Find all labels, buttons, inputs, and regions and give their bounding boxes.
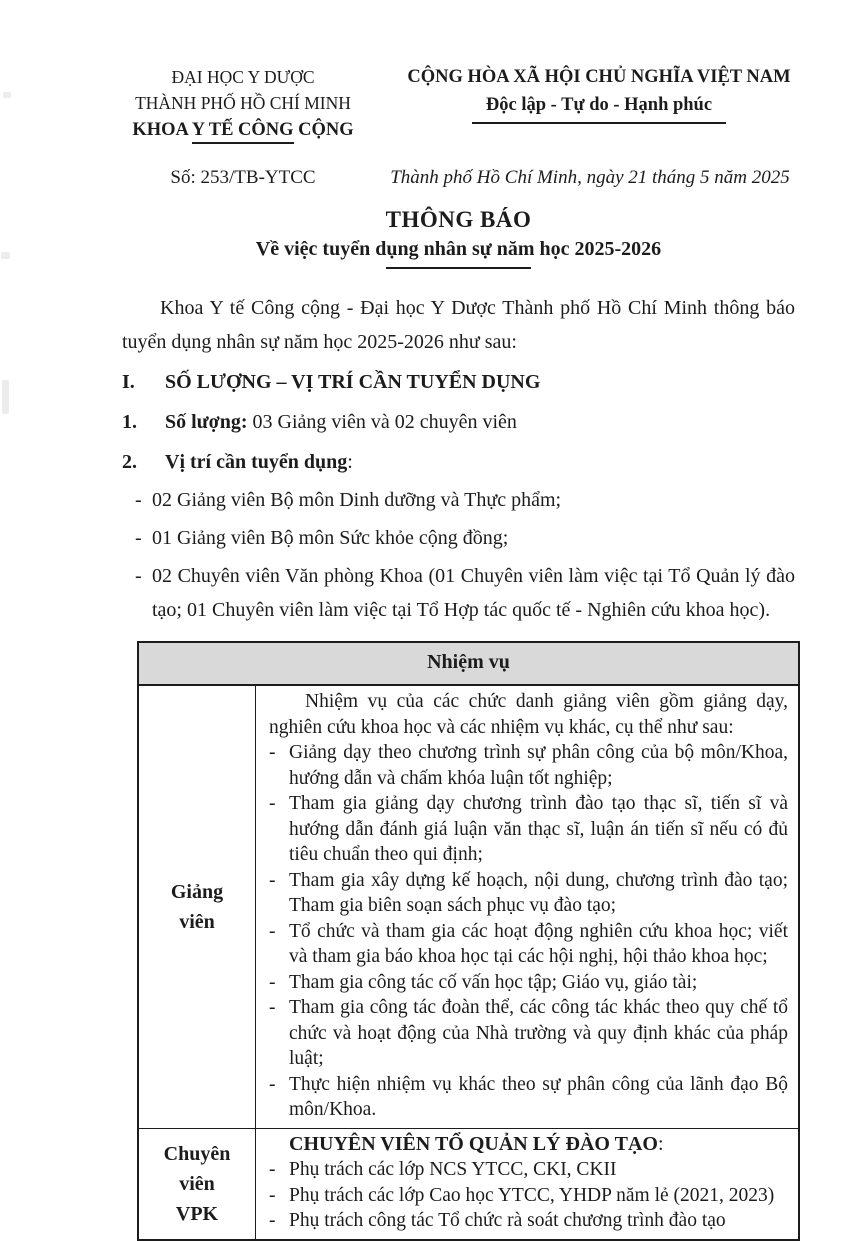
item-1-number: 1. [122, 411, 137, 433]
item-1-text [165, 405, 517, 439]
lecturer-duty-7 [269, 1072, 788, 1123]
specialist-duty-2 [269, 1183, 788, 1209]
item-2-label: Vị trí cần tuyển dụng [165, 451, 348, 473]
motto-text: Độc lập - Tự do - Hạnh phúc [472, 92, 726, 124]
duties-cell-specialist [256, 1129, 798, 1239]
subtitle-underline [386, 267, 531, 269]
item-2-text [165, 445, 353, 479]
bullet-marker: - [269, 971, 276, 993]
lecturer-duty-5-text: Tham gia công tác cố vấn học tập; Giáo vụ, giáo tài; [289, 971, 698, 993]
scan-artifact [2, 380, 9, 414]
document-subtitle: Về việc tuyển dụng nhân sự năm học 2025-2026 [255, 238, 662, 260]
org-name-line1: ĐẠI HỌC Y DƯỢC [171, 67, 315, 87]
specialist-duty-3 [269, 1208, 788, 1234]
specialist-duty-1 [269, 1157, 788, 1183]
position-bullet-1-text: 02 Giảng viên Bộ môn Dinh dưỡng và Thực phẩm; [152, 489, 562, 511]
specialist-subheading-text: CHUYÊN VIÊN TỔ QUẢN LÝ ĐÀO TẠO [289, 1132, 658, 1155]
bullet-marker: - [269, 1210, 276, 1231]
table-row-specialist [139, 1128, 798, 1239]
numbered-item-2 [122, 445, 795, 479]
scan-artifact [3, 92, 11, 98]
numbered-item-1 [122, 405, 795, 439]
khoa-underlined-text: Y TẾ CÔNG [192, 120, 294, 144]
role-line: viên [179, 1172, 215, 1195]
role-line: Giảng [170, 880, 224, 903]
issuing-org-block [122, 64, 364, 143]
position-bullet-2-text: 01 Giảng viên Bộ môn Sức khỏe cộng đồng; [152, 527, 509, 549]
lecturer-duty-3 [269, 868, 788, 919]
lecturer-duty-6-text: Tham gia công tác đoàn thể, các công tác khác theo quy chế tổ chức và hoạt động của Nhà trường và quy định khác của pháp luật; [289, 997, 788, 1069]
intro-paragraph: Khoa Y tế Công cộng - Đại học Y Dược Thành phố Hồ Chí Minh thông báo tuyển dụng nhân sự năm học 2025-2026 như sau: [122, 297, 795, 353]
lecturer-duty-3-text: Tham gia xây dựng kế hoạch, nội dung, chương trình đào tạo; Tham gia biên soạn sách phục vụ đào tạo; [289, 869, 788, 916]
document-number: Số: 253/TB-YTCC [170, 167, 316, 188]
bullet-marker: - [269, 793, 276, 814]
position-bullet-2 [122, 521, 795, 555]
motto-line [403, 92, 795, 124]
lecturer-duty-5 [269, 970, 788, 996]
khoa-suffix: CỘNG [293, 120, 354, 140]
role-cell-specialist [139, 1129, 256, 1239]
bullet-marker: - [269, 997, 276, 1018]
section-1-number: I. [122, 371, 135, 393]
lecturer-duty-4 [269, 919, 788, 970]
document-title: THÔNG BÁO [385, 207, 532, 232]
section-1-heading [122, 365, 795, 399]
lecturer-duty-2-text: Tham gia giảng dạy chương trình đào tạo thạc sĩ, tiến sĩ và hướng dẫn đánh giá luận văn thạc sĩ, luận án tiến sĩ nếu có đủ tiêu chuẩn theo qui định; [289, 793, 788, 865]
item-1-value: 03 Giảng viên và 02 chuyên viên [247, 411, 517, 433]
section-1-heading-text: SỐ LƯỢNG – VỊ TRÍ CẦN TUYỂN DỤNG [165, 371, 541, 393]
role-line: Chuyên [163, 1142, 231, 1165]
table-row-lecturer [139, 686, 798, 1128]
national-header-block [403, 64, 795, 143]
bullet-marker: - [269, 869, 276, 891]
bullet-marker: - [269, 920, 276, 942]
docnum-date-row [122, 167, 795, 189]
duties-table [137, 641, 800, 1241]
position-bullet-3 [122, 559, 795, 627]
item-2-colon: : [347, 451, 353, 473]
lecturer-duty-1-text: Giảng dạy theo chương trình sự phân công của bộ môn/Khoa, hướng dẫn và chấm khóa luận tốt nghiệp; [289, 742, 788, 789]
role-line: viên [179, 910, 215, 933]
duties-cell-lecturer [256, 686, 798, 1128]
specialist-duty-3-text: Phụ trách công tác Tổ chức rà soát chương trình đào tạo [289, 1210, 726, 1231]
lecturer-duty-4-text: Tổ chức và tham gia các hoạt động nghiên cứu khoa học; viết và tham gia báo khoa học tại các hội nghị, hội thảo khoa học; [289, 920, 788, 967]
specialist-duties-subheading [269, 1132, 788, 1158]
duties-table-header: Nhiệm vụ [139, 643, 798, 686]
item-2-number: 2. [122, 451, 137, 473]
lecturer-duties-intro: Nhiệm vụ của các chức danh giảng viên gồm giảng dạy, nghiên cứu khoa học và các nhiệm vụ khác, cụ thể như sau: [269, 691, 788, 738]
bullet-marker: - [135, 527, 142, 549]
bullet-marker: - [269, 1184, 276, 1206]
bullet-marker: - [135, 489, 142, 511]
place-and-date: Thành phố Hồ Chí Minh, ngày 21 tháng 5 năm 2025 [390, 167, 790, 188]
khoa-prefix: KHOA [132, 120, 192, 140]
position-bullet-3-text: 02 Chuyên viên Văn phòng Khoa (01 Chuyên viên làm việc tại Tổ Quản lý đào tạo; 01 Chuyên viên làm việc tại Tổ Hợp tác quốc tế - Nghiên cứu khoa học). [152, 565, 795, 621]
document-header [122, 64, 795, 143]
position-bullet-1 [122, 483, 795, 517]
item-1-label: Số lượng: [165, 411, 248, 433]
role-cell-lecturer [139, 686, 256, 1128]
bullet-marker: - [269, 1159, 276, 1180]
org-name-line2: THÀNH PHỐ HỒ CHÍ MINH [135, 93, 351, 113]
bullet-marker: - [269, 742, 276, 763]
lecturer-duty-2 [269, 791, 788, 868]
org-name-line3 [122, 117, 364, 143]
bullet-marker: - [269, 1073, 276, 1095]
lecturer-duty-7-text: Thực hiện nhiệm vụ khác theo sự phân công của lãnh đạo Bộ môn/Khoa. [289, 1073, 788, 1120]
lecturer-duty-1 [269, 740, 788, 791]
role-line: VPK [175, 1202, 219, 1225]
document-content [122, 64, 795, 1241]
scan-artifact [1, 252, 10, 259]
specialist-subheading-colon: : [657, 1132, 664, 1155]
specialist-duty-1-text: Phụ trách các lớp NCS YTCC, CKI, CKII [289, 1159, 617, 1180]
national-title: CỘNG HÒA XÃ HỘI CHỦ NGHĨA VIỆT NAM [407, 67, 791, 87]
specialist-duty-2-text: Phụ trách các lớp Cao học YTCC, YHDP năm lẻ (2021, 2023) [289, 1184, 775, 1206]
lecturer-duty-6 [269, 995, 788, 1072]
bullet-marker: - [135, 565, 142, 587]
